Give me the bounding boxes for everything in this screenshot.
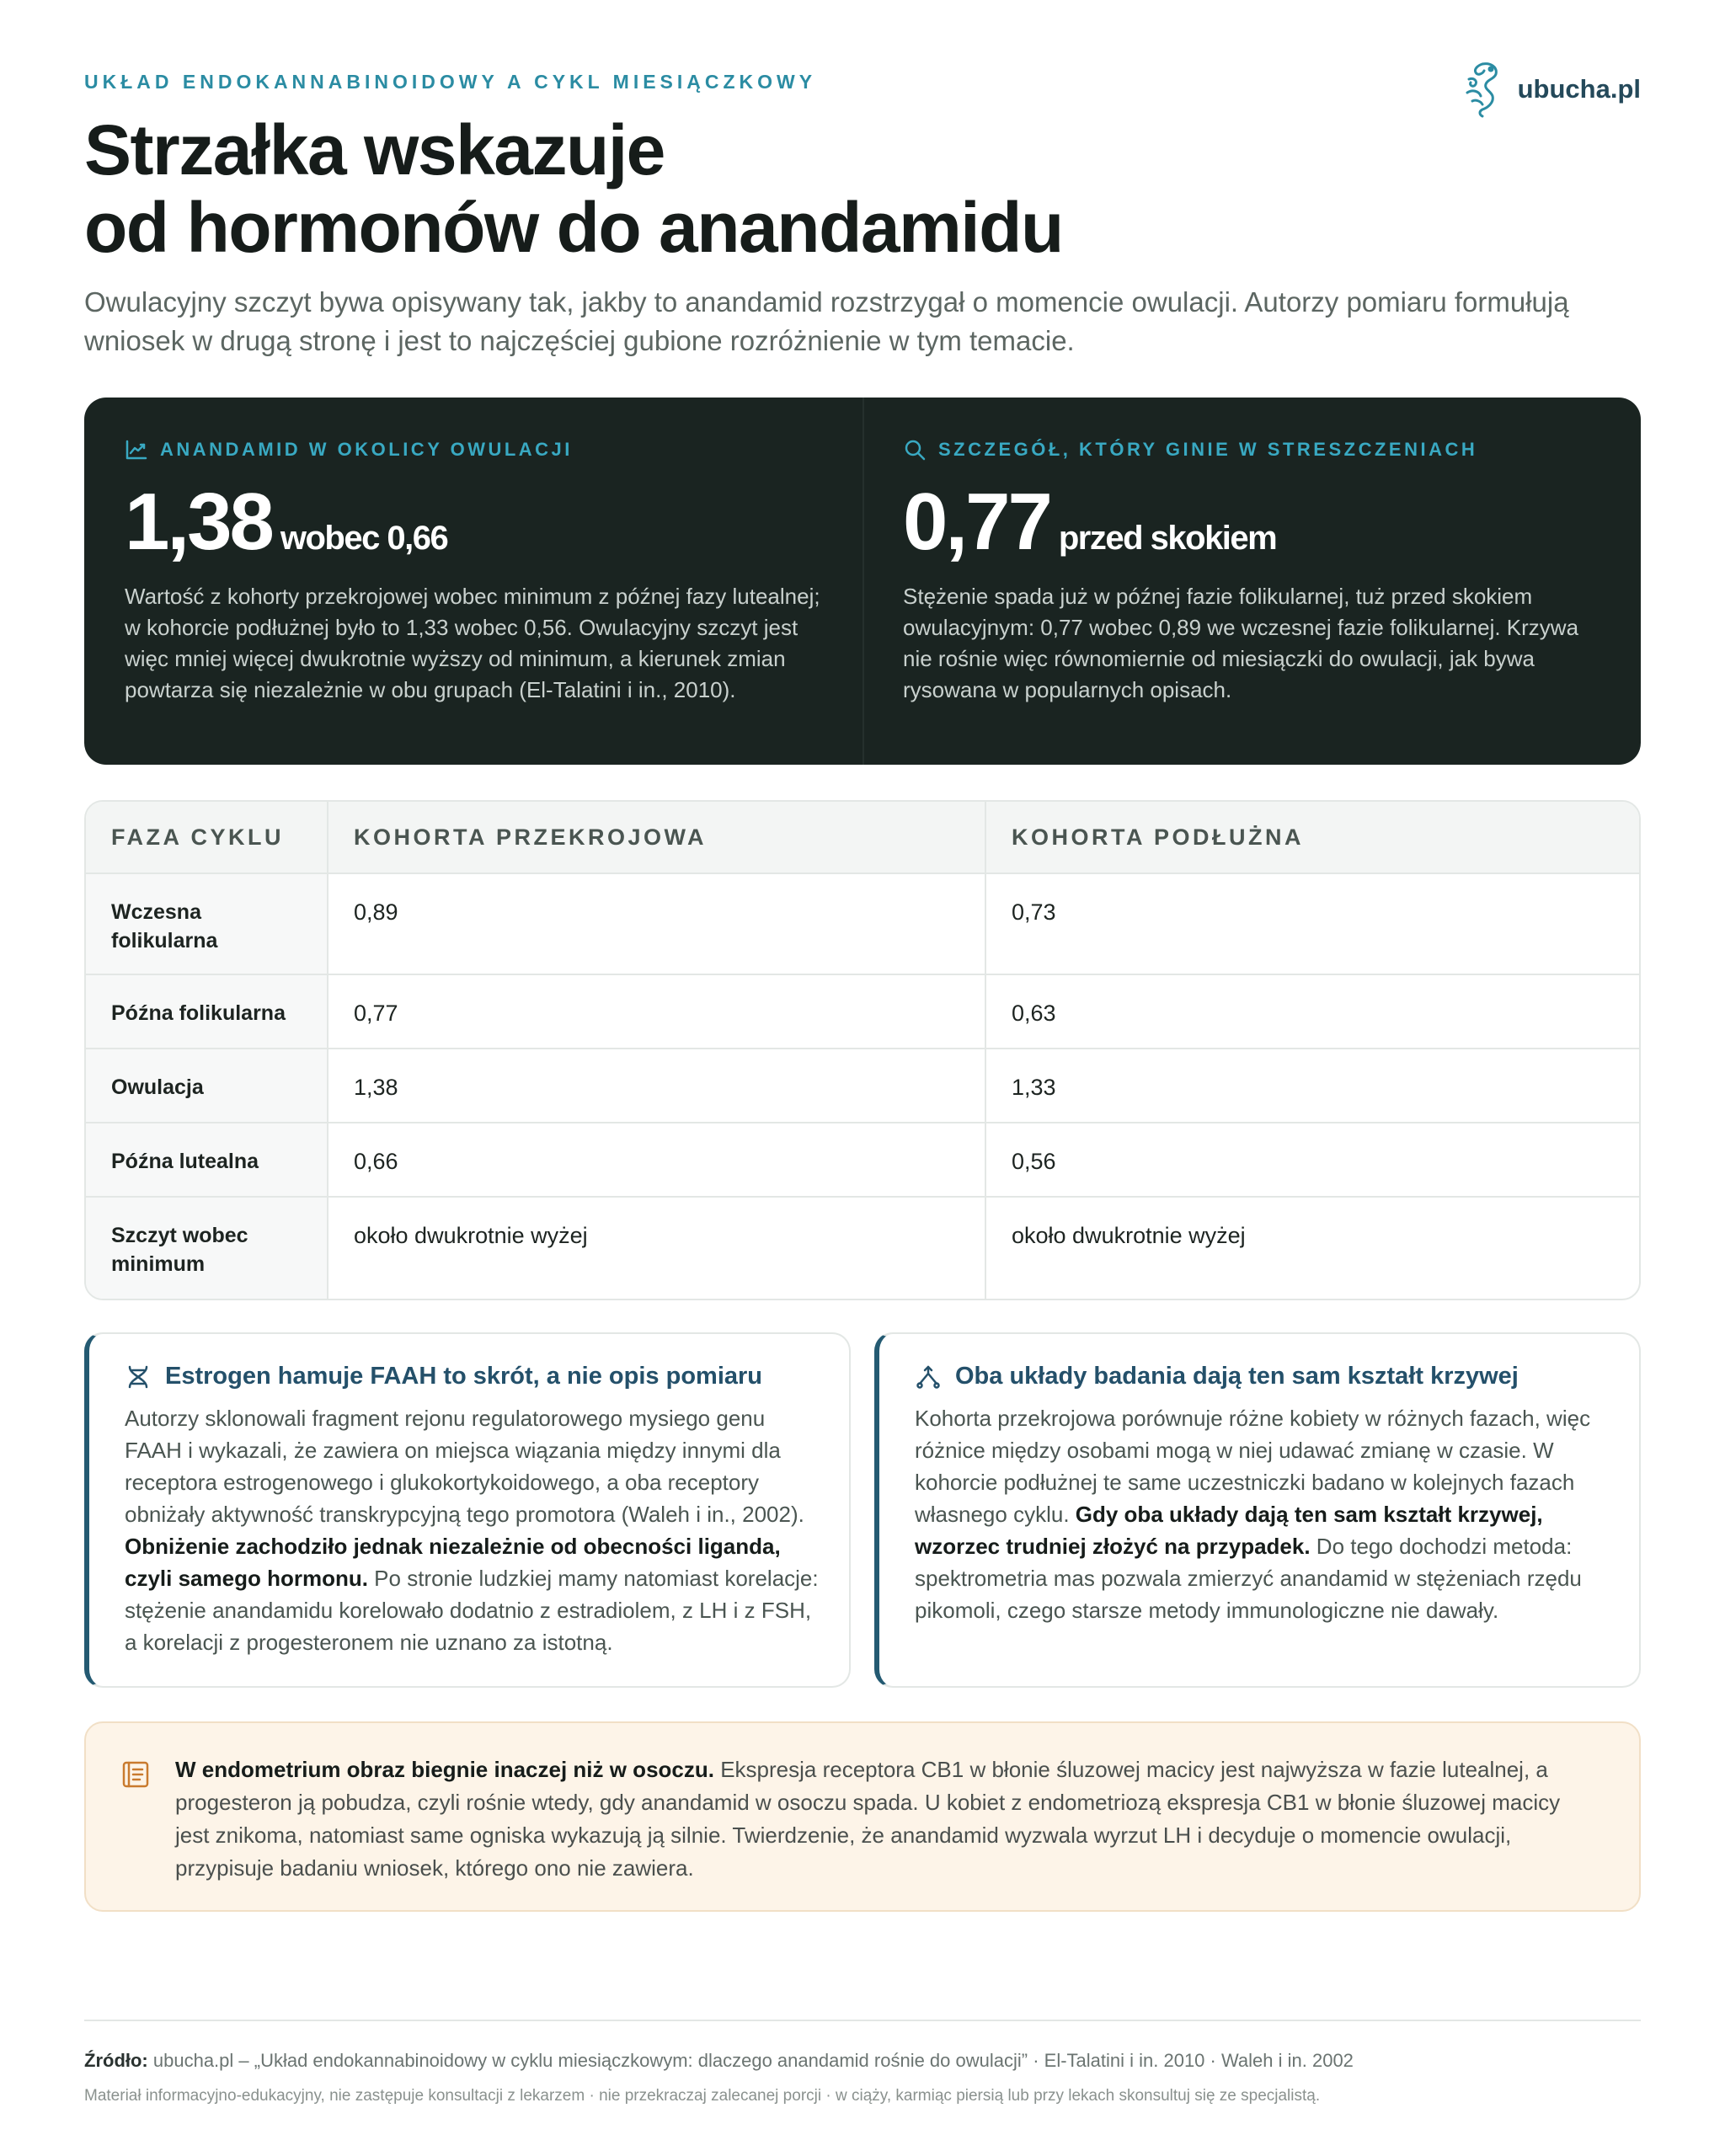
card-text: Autorzy sklonowali fragment rejonu regulatorowego mysiego genu FAAH i wykazali, że zawiera on miejsca wiązania między innymi dla receptora estrogenowego i glukokortykoidowego, a oba receptory obniżały aktywność transkrypcyjną tego promotora (Waleh i in., 2002). <box>125 1406 804 1527</box>
stat-value: 1,38 <box>125 477 272 567</box>
title-line-1: Strzałka wskazuje <box>84 110 665 189</box>
table-cell: 1,38 <box>327 1049 985 1123</box>
table-row <box>86 1198 1639 1299</box>
page <box>84 0 1641 2156</box>
search-icon <box>903 438 927 462</box>
seahorse-logo-icon <box>1457 59 1506 120</box>
stat-suffix: wobec 0,66 <box>280 520 448 557</box>
source-text: ubucha.pl – „Układ endokannabinoidowy w cyklu miesiączkowym: dlaczego anandamid rośnie do owulacji” · El-Talatini i in. 2010 · Waleh i in. 2002 <box>147 2050 1354 2071</box>
card-title-text: Estrogen hamuje FAAH to skrót, a nie opis pomiaru <box>165 1363 762 1390</box>
card-body <box>915 1402 1609 1626</box>
logo-text: ubucha.pl <box>1517 74 1641 104</box>
merge-arrows-icon <box>915 1364 942 1390</box>
table-cell: 0,63 <box>985 975 1639 1049</box>
stat-label <box>903 438 1602 462</box>
page-title <box>84 111 1063 266</box>
footer-divider <box>84 2020 1641 2021</box>
card-estrogen-faah <box>84 1332 851 1688</box>
stat-label-text: SZCZEGÓŁ, KTÓRY GINIE W STRESZCZENIACH <box>938 439 1478 460</box>
table-cell: 0,89 <box>327 874 985 975</box>
card-text: Kohorta przekrojowa porównuje różne kobiety w różnych fazach, więc różnice między osobami mogą w niej udawać zmianę w czasie. W kohorcie podłużnej te same uczestniczki badano w kolejnych fazach własnego cyklu. <box>915 1406 1591 1527</box>
notebook-icon <box>120 1758 152 1790</box>
source-label: Źródło: <box>84 2050 148 2071</box>
stat-value: 0,77 <box>903 477 1050 567</box>
card-body <box>125 1402 819 1658</box>
table-cell: około dwukrotnie wyżej <box>327 1198 985 1299</box>
table-cell-phase: Wczesna folikularna <box>86 874 327 975</box>
stat-description: Stężenie spada już w późnej fazie folikularnej, tuż przed skokiem owulacyjnym: 0,77 wobec 0,89 we wczesnej fazie folikularnej. Krzywa nie rośnie więc równomiernie od miesiączki do owulacji, jak bywa rysowana w popularnych opisach. <box>903 584 1579 702</box>
table-cell: 0,66 <box>327 1123 985 1198</box>
table-cell: 0,77 <box>327 975 985 1049</box>
stat-detail-lost <box>862 398 1641 765</box>
card-study-designs <box>874 1332 1641 1688</box>
table-cell-phase: Późna lutealna <box>86 1123 327 1198</box>
table-cell-phase: Szczyt wobec minimum <box>86 1198 327 1299</box>
eyebrow: UKŁAD ENDOKANNABINOIDOWY A CYKL MIESIĄCZKOWY <box>84 71 817 93</box>
logo[interactable] <box>1457 59 1641 120</box>
stats-panel <box>84 398 1641 765</box>
stat-suffix: przed skokiem <box>1058 520 1277 557</box>
card-emphasis: Gdy oba układy dają ten sam kształt krzywej, wzorzec trudniej złożyć na przypadek. <box>915 1502 1543 1559</box>
table-cell-phase: Późna folikularna <box>86 975 327 1049</box>
table-cell: 1,33 <box>985 1049 1639 1123</box>
stat-label <box>125 438 824 462</box>
card-title <box>915 1363 1609 1390</box>
stat-figure <box>903 477 1602 567</box>
table-header: KOHORTA PRZEKROJOWA <box>327 802 985 874</box>
table-cell-phase: Owulacja <box>86 1049 327 1123</box>
card-title <box>125 1363 819 1390</box>
table-header: KOHORTA PODŁUŻNA <box>985 802 1639 874</box>
stat-label-text: ANANDAMID W OKOLICY OWULACJI <box>160 439 573 460</box>
table-row <box>86 975 1639 1049</box>
stat-anandamid-ovulation <box>84 398 862 765</box>
table-header: FAZA CYKLU <box>86 802 327 874</box>
note-text <box>175 1753 1589 1885</box>
note-emphasis: W endometrium obraz biegnie inaczej niż w osoczu. <box>175 1757 714 1782</box>
phase-table <box>84 800 1641 1300</box>
card-emphasis: Obniżenie zachodziło jednak niezależnie od obecności liganda, czyli samego hormonu. <box>125 1534 781 1591</box>
footer-source <box>84 2050 1354 2072</box>
table-row <box>86 1123 1639 1198</box>
stat-figure <box>125 477 824 567</box>
dna-icon <box>125 1364 152 1390</box>
table-row <box>86 874 1639 975</box>
table-cell: 0,56 <box>985 1123 1639 1198</box>
card-title-text: Oba układy badania dają ten sam kształt krzywej <box>955 1363 1519 1390</box>
footer-disclaimer: Materiał informacyjno-edukacyjny, nie zastępuje konsultacji z lekarzem · nie przekraczaj zalecanej porcji · w ciąży, karmiąc piersią lub przy lekach skonsultuj się ze specjalistą. <box>84 2087 1321 2105</box>
card-text: Po stronie ludzkiej mamy natomiast korelacje: stężenie anandamidu korelowało dodatnio z estradiolem, z LH i z FSH, a korelacji z progesteronem nie uznano za istotną. <box>125 1566 819 1655</box>
lede: Owulacyjny szczyt bywa opisywany tak, jakby to anandamid rozstrzygał o momencie owulacji. Autorzy pomiaru formułują wniosek w drugą stronę i jest to najczęściej gubione rozróżnienie w tym temacie. <box>84 286 1569 356</box>
table-row <box>86 1049 1639 1123</box>
table-cell: około dwukrotnie wyżej <box>985 1198 1639 1299</box>
table-header-row <box>86 802 1639 874</box>
stat-description: Wartość z kohorty przekrojowej wobec minimum z późnej fazy lutealnej; w kohorcie podłużnej było to 1,33 wobec 0,56. Owulacyjny szczyt jest więc mniej więcej dwukrotnie wyższy od minimum, a kierunek zmian powtarza się niezależnie w obu grupach (El-Talatini i in., 2010). <box>125 584 820 702</box>
card-text: Do tego dochodzi metoda: spektrometria mas pozwala zmierzyć anandamid w stężeniach rzędu pikomoli, czego starsze metody immunologiczne nie dawały. <box>915 1534 1582 1623</box>
table-cell: 0,73 <box>985 874 1639 975</box>
line-chart-icon <box>125 438 148 462</box>
note-body: Ekspresja receptora CB1 w błonie śluzowej macicy jest najwyższa w fazie lutealnej, a progesteron ją pobudza, czyli rośnie wtedy, gdy anandamid w osoczu spada. U kobiet z endometriozą ekspresja CB1 w błonie śluzowej macicy jest znikoma, natomiast same ogniska wykazują ją silnie. Twierdzenie, że anandamid wyzwala wyrzut LH i decyduje o momencie owulacji, przypisuje badaniu wniosek, którego ono nie zawiera. <box>175 1757 1561 1881</box>
endometrium-note <box>84 1721 1641 1912</box>
title-line-2: od hormonów do anandamidu <box>84 188 1063 267</box>
